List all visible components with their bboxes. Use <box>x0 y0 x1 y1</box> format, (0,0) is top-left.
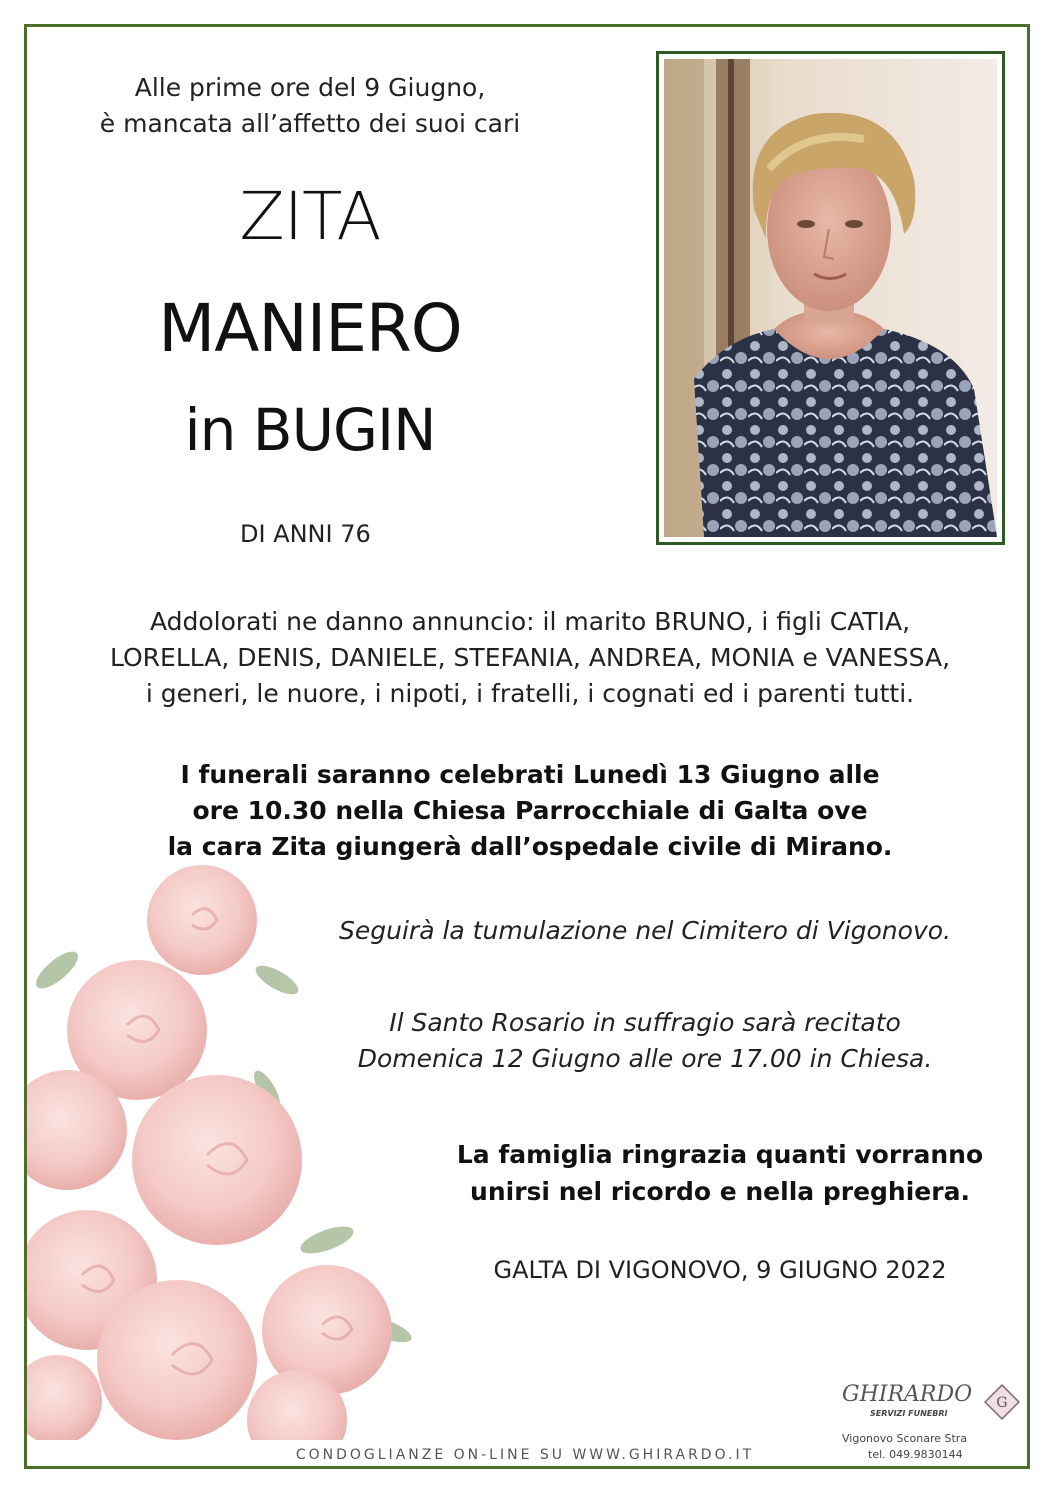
thanks-line: La famiglia ringrazia quanti vorranno <box>456 1140 984 1169</box>
thanks-text <box>420 1136 1020 1210</box>
portrait-illustration <box>664 59 997 537</box>
rosary-text <box>300 1005 990 1077</box>
funeral-line: I funerali saranno celebrati Lunedì 13 Giugno alle <box>180 760 880 789</box>
logo-name: GHIRARDO <box>842 1382 973 1407</box>
announcement-line: Addolorati ne danno annuncio: il marito BRUNO, i figli CATIA, <box>149 607 911 636</box>
logo-subtitle: SERVIZI FUNEBRI <box>870 1409 948 1418</box>
first-name: ZITA <box>239 178 381 255</box>
rosary-line: Il Santo Rosario in suffragio sarà recitato <box>389 1008 901 1037</box>
funeral-line: ore 10.30 nella Chiesa Parrocchiale di Galta ove <box>192 796 868 825</box>
intro-line: è mancata all’affetto dei suoi cari <box>99 109 521 138</box>
portrait-photo <box>656 51 1005 545</box>
rosary-line: Domenica 12 Giugno alle ore 17.00 in Chiesa. <box>357 1044 933 1073</box>
intro-line: Alle prime ore del 9 Giugno, <box>134 73 486 102</box>
intro-text <box>60 70 560 142</box>
logo-diamond-icon <box>984 1384 1020 1420</box>
logo-phone: tel. 049.9830144 <box>868 1448 963 1461</box>
funeral-home-logo <box>836 1376 1026 1461</box>
burial-text: Seguirà la tumulazione nel Cimitero di Vigonovo. <box>339 916 951 945</box>
announcement-line: i generi, le nuore, i nipoti, i fratelli, i cognati ed i parenti tutti. <box>145 679 915 708</box>
announcement-line: LORELLA, DENIS, DANIELE, STEFANIA, ANDREA, MONIA e VANESSA, <box>109 643 951 672</box>
roses-decoration <box>27 860 447 1440</box>
place-date: GALTA DI VIGONOVO, 9 GIUGNO 2022 <box>493 1256 947 1284</box>
thanks-line: unirsi nel ricordo e nella preghiera. <box>470 1177 970 1206</box>
married-name: in BUGIN <box>184 396 436 464</box>
logo-letter: G <box>996 1395 1008 1411</box>
condolences-link[interactable]: CONDOGLIANZE ON-LINE SU WWW.GHIRARDO.IT <box>295 1447 755 1463</box>
funeral-line: la cara Zita giungerà dall’ospedale civile di Mirano. <box>167 832 893 861</box>
last-name: MANIERO <box>158 290 462 367</box>
age-text: DI ANNI 76 <box>240 520 371 548</box>
funeral-text <box>80 757 980 865</box>
announcement-text <box>60 604 1000 712</box>
logo-address: Vigonovo Sconare Stra <box>842 1432 968 1445</box>
